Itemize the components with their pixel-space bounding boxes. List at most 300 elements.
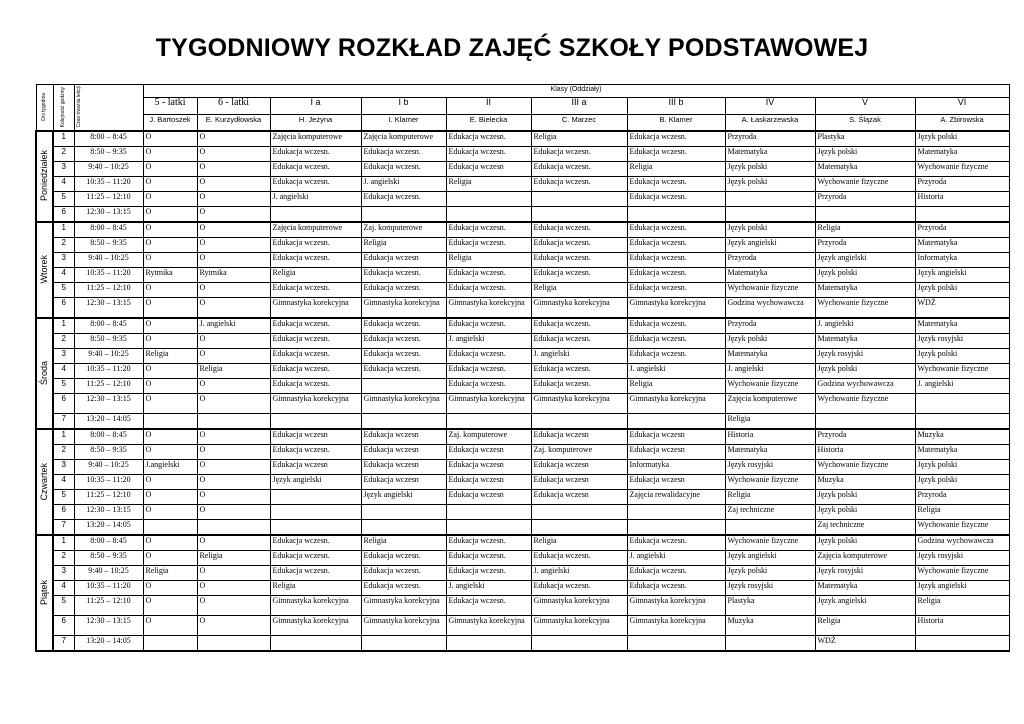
lesson-time: 10:35 – 11:20 [74,475,143,490]
lesson-cell: Gimnastyka korekcyjna [270,298,361,319]
lesson-cell [531,192,627,207]
lesson-cell: O [143,379,197,394]
lesson-cell [815,207,915,223]
lesson-cell: Edukacja wczesn. [446,551,531,566]
lesson-cell: Matematyka [815,162,915,177]
lesson-row [36,318,1009,334]
lesson-cell: Gimnastyka korekcyjna [270,616,361,636]
lesson-cell: Język polski [815,505,915,520]
lesson-cell: Edukacja wczesn. [270,566,361,581]
lesson-cell: Wychowanie fizyczne [915,162,1009,177]
lesson-cell [627,520,725,536]
lesson-row [36,334,1009,349]
lesson-number: 1 [53,429,74,445]
lesson-row [36,616,1009,636]
lesson-time: 8:50 – 9:35 [74,238,143,253]
lesson-cell: Gimnastyka korekcyjna [361,616,446,636]
lesson-cell: Edukacja wczesn. [270,535,361,551]
lesson-cell: Edukacja wczesn [361,429,446,445]
lesson-cell: Edukacja wczesn. [446,318,531,334]
lesson-cell: Edukacja wczesn. [627,192,725,207]
lesson-cell: Edukacja wczesn. [627,131,725,147]
lesson-cell [197,414,270,430]
lesson-cell: Religia [197,364,270,379]
day-name-cell [36,318,53,429]
lesson-cell: Religia [815,616,915,636]
lesson-cell: Język polski [915,349,1009,364]
lesson-cell: Edukacja wczesn. [531,318,627,334]
lesson-number: 6 [53,394,74,414]
lesson-time: 10:35 – 11:20 [74,177,143,192]
lesson-cell: Edukacja wczesn. [361,147,446,162]
lesson-cell: Informatyka [627,460,725,475]
lesson-cell: O [143,334,197,349]
lesson-cell: Edukacja wczesn. [627,334,725,349]
lesson-cell: Edukacja wczesn. [446,379,531,394]
lesson-cell: Gimnastyka korekcyjna [361,298,446,319]
lesson-cell: Język angielski [725,238,815,253]
lesson-cell [446,414,531,430]
lesson-cell: Edukacja wczesn. [627,349,725,364]
teacher-header: C. Marzec [531,114,627,131]
lesson-time: 9:40 – 10:25 [74,566,143,581]
lesson-cell: Religia [143,349,197,364]
lesson-number: 6 [53,207,74,223]
lesson-cell: Język polski [815,364,915,379]
lesson-cell [627,207,725,223]
lesson-cell: Język angielski [915,268,1009,283]
lesson-row [36,636,1009,652]
lesson-cell: J. angielski [725,364,815,379]
lesson-cell: O [143,162,197,177]
lesson-cell [361,414,446,430]
lesson-cell: Religia [270,268,361,283]
class-header: III b [627,98,725,115]
lesson-cell: O [197,535,270,551]
lesson-cell: Przyroda [725,318,815,334]
lesson-cell [725,192,815,207]
lesson-cell: O [143,475,197,490]
lesson-cell: Gimnastyka korekcyjna [627,298,725,319]
lesson-cell [531,636,627,652]
day-name: Środa [39,360,49,385]
lesson-cell: Przyroda [725,253,815,268]
lesson-cell: Religia [531,131,627,147]
lesson-row [36,283,1009,298]
lesson-cell: Edukacja wczesn [627,429,725,445]
lesson-cell: Zajęcia komputerowe [361,131,446,147]
lesson-cell: O [143,429,197,445]
lesson-cell: Religia [361,238,446,253]
lesson-cell [531,520,627,536]
lesson-cell: J. angielski [815,318,915,334]
lesson-cell: Wychowanie fizyczne [725,535,815,551]
lesson-cell: Edukacja wczesn [361,460,446,475]
lesson-cell: Edukacja wczesn. [361,349,446,364]
lesson-cell: Język polski [815,147,915,162]
lesson-cell: Matematyka [815,283,915,298]
lesson-cell: Religia [446,177,531,192]
lesson-cell: O [197,596,270,616]
lesson-cell: Edukacja wczesn. [627,318,725,334]
lesson-cell: Zaj. komputerowe [446,429,531,445]
day-name-cell [36,222,53,318]
lesson-cell: Edukacja wczesn. [361,551,446,566]
lesson-cell: WDŻ [815,636,915,652]
lesson-cell: Edukacja wczesn. [361,334,446,349]
lesson-time: 12:30 – 13:15 [74,298,143,319]
lesson-cell: Wychowanie fizyczne [915,520,1009,536]
lesson-cell: O [143,222,197,238]
lesson-cell: O [143,535,197,551]
lesson-cell: Język polski [725,334,815,349]
lesson-cell [270,414,361,430]
lesson-row [36,535,1009,551]
lesson-cell: Edukacja wczesn. [446,283,531,298]
lesson-cell: O [197,222,270,238]
lesson-cell: O [197,505,270,520]
lesson-time: 11:25 – 12:10 [74,490,143,505]
lesson-cell [446,192,531,207]
lesson-row [36,429,1009,445]
class-header: V [815,98,915,115]
lesson-cell: Edukacja wczesn. [446,222,531,238]
lesson-cell: Zaj. komputerowe [361,222,446,238]
lesson-cell: Plastyka [815,131,915,147]
time-column-header: Czas trwania lekcji [74,85,143,132]
lesson-cell: O [143,253,197,268]
lesson-cell: Edukacja wczesn. [531,581,627,596]
teacher-header: I. Klamer [361,114,446,131]
lesson-cell: Muzyka [915,429,1009,445]
lesson-number: 4 [53,364,74,379]
lesson-time: 8:50 – 9:35 [74,551,143,566]
lesson-row [36,162,1009,177]
lesson-cell: Godzina wychowawcza [915,535,1009,551]
lesson-cell: Edukacja wczesn. [531,334,627,349]
lesson-cell: Edukacja wczesn. [627,283,725,298]
lesson-row [36,490,1009,505]
lesson-cell: Edukacja wczesn. [446,566,531,581]
lesson-cell: Język polski [915,460,1009,475]
lesson-cell: O [197,581,270,596]
teacher-header: H. Jeżyna [270,114,361,131]
day-name-cell [36,131,53,222]
lesson-cell: Religia [143,566,197,581]
lesson-row [36,596,1009,616]
lesson-cell: O [143,364,197,379]
lesson-cell: Religia [270,581,361,596]
lesson-cell: Religia [531,283,627,298]
lesson-time: 12:30 – 13:15 [74,616,143,636]
lesson-cell: Edukacja wczesn. [361,581,446,596]
lesson-cell: O [197,460,270,475]
lesson-number: 1 [53,535,74,551]
timetable-header [36,85,1009,132]
lesson-cell: O [197,131,270,147]
lesson-cell: Gimnastyka korekcyjna [531,596,627,616]
lesson-cell: Język rosyjski [725,581,815,596]
lesson-cell: O [143,505,197,520]
lesson-cell: O [143,207,197,223]
lesson-cell: Edukacja wczesn. [446,131,531,147]
lesson-time: 11:25 – 12:10 [74,596,143,616]
lesson-cell [627,414,725,430]
lesson-cell: O [143,445,197,460]
lesson-cell: Edukacja wczesn. [627,253,725,268]
lesson-cell: Gimnastyka korekcyjna [270,394,361,414]
lesson-number: 3 [53,460,74,475]
lesson-number: 3 [53,349,74,364]
lesson-cell: O [143,192,197,207]
lesson-cell [361,636,446,652]
lesson-cell: Matematyka [815,581,915,596]
lesson-cell: O [143,298,197,319]
lesson-cell: Język polski [725,177,815,192]
lesson-time: 9:40 – 10:25 [74,349,143,364]
lesson-number: 3 [53,162,74,177]
lesson-cell: J. angielski [446,334,531,349]
lesson-cell: Przyroda [815,238,915,253]
lesson-cell: Gimnastyka korekcyjna [270,596,361,616]
lesson-cell: Język angielski [361,490,446,505]
lesson-cell: Wychowanie fizyczne [815,298,915,319]
lesson-cell: Edukacja wczesn [446,475,531,490]
lesson-cell [446,636,531,652]
teacher-header: A. Łaskarzewska [725,114,815,131]
lesson-cell: J.angielski [143,460,197,475]
day-name: Wtorek [39,255,49,284]
lesson-cell: J. angielski [627,364,725,379]
lesson-row [36,505,1009,520]
teacher-header: A. Zbirowska [915,114,1009,131]
lesson-cell: O [197,379,270,394]
lesson-time: 10:35 – 11:20 [74,268,143,283]
day-name-cell [36,535,53,651]
lesson-cell: Język polski [815,490,915,505]
lesson-cell [531,414,627,430]
lesson-cell: Edukacja wczesn. [446,364,531,379]
lesson-cell: Język polski [815,268,915,283]
lesson-time: 8:00 – 8:45 [74,429,143,445]
lesson-number: 3 [53,253,74,268]
lesson-cell [915,414,1009,430]
lesson-cell [627,505,725,520]
lesson-cell: O [197,616,270,636]
lesson-cell: Edukacja wczesn. [531,147,627,162]
lesson-cell: Matematyka [915,318,1009,334]
lesson-cell: O [197,162,270,177]
lesson-cell: O [143,147,197,162]
lesson-number: 6 [53,298,74,319]
lesson-cell: Religia [531,535,627,551]
lesson-cell: J. angielski [531,566,627,581]
lesson-cell: Wychowanie fizyczne [725,283,815,298]
lesson-number: 5 [53,490,74,505]
lesson-cell: Język angielski [915,581,1009,596]
lesson-cell: Edukacja wczesn. [361,268,446,283]
day-name: Czwartek [39,462,49,501]
lesson-number: 2 [53,334,74,349]
lesson-cell: Edukacja wczesn. [270,283,361,298]
lesson-cell [725,636,815,652]
lesson-cell: Edukacja wczesn [361,475,446,490]
lesson-cell: O [143,581,197,596]
lesson-cell [915,207,1009,223]
lesson-cell: O [143,394,197,414]
lesson-cell: Język polski [915,131,1009,147]
lesson-row [36,268,1009,283]
lesson-row [36,349,1009,364]
lesson-cell: Przyroda [915,222,1009,238]
lesson-cell: Edukacja wczesn [627,445,725,460]
lesson-cell: Język rosyjski [815,349,915,364]
lesson-cell [531,505,627,520]
lesson-cell: Edukacja wczesn. [531,268,627,283]
lesson-cell: J. angielski [197,318,270,334]
lesson-number: 7 [53,636,74,652]
lesson-number: 4 [53,475,74,490]
lesson-cell: Język polski [815,535,915,551]
lesson-cell: Religia [725,414,815,430]
lesson-cell: Godzina wychowawcza [815,379,915,394]
lesson-cell: Język angielski [815,253,915,268]
lesson-cell: Edukacja wczesn. [270,253,361,268]
lesson-time: 8:00 – 8:45 [74,535,143,551]
lesson-cell: O [197,429,270,445]
lesson-cell: Edukacja wczesn [270,429,361,445]
lesson-number: 2 [53,445,74,460]
lesson-number: 5 [53,192,74,207]
lesson-cell: Język angielski [725,551,815,566]
lesson-number: 2 [53,551,74,566]
classes-header: Klasy (Oddziały) [143,85,1009,98]
lesson-time: 11:25 – 12:10 [74,192,143,207]
lesson-cell: Wychowanie fizyczne [815,394,915,414]
class-header: 6 - latki [197,98,270,115]
lesson-time: 8:00 – 8:45 [74,131,143,147]
lesson-cell: Gimnastyka korekcyjna [446,298,531,319]
lesson-cell: Matematyka [915,238,1009,253]
lesson-cell: Edukacja wczesn. [361,566,446,581]
lesson-cell [725,520,815,536]
lesson-cell: Wychowanie fizyczne [915,566,1009,581]
lesson-row [36,414,1009,430]
class-header: II [446,98,531,115]
lesson-cell: Język rosyjski [815,566,915,581]
lesson-cell: Edukacja wczesn [446,490,531,505]
lesson-cell: Edukacja wczesn. [270,147,361,162]
lesson-cell [197,520,270,536]
lesson-cell: Edukacja wczesn [531,490,627,505]
lesson-cell: O [197,394,270,414]
lesson-cell: J. angielski [627,551,725,566]
lesson-cell: Religia [815,222,915,238]
lesson-cell: J. angielski [270,192,361,207]
lesson-cell: Wychowanie fizyczne [725,379,815,394]
lesson-cell: Matematyka [915,147,1009,162]
lesson-row [36,520,1009,536]
lesson-cell: Edukacja wczesn [361,445,446,460]
day-name: Piątek [39,579,49,605]
lesson-row [36,298,1009,319]
lesson-cell: Edukacja wczesn [531,460,627,475]
lesson-cell: O [197,177,270,192]
lesson-cell: Matematyka [725,445,815,460]
lesson-cell: Religia [627,162,725,177]
lesson-cell: Edukacja wczesn [270,460,361,475]
lesson-cell: Matematyka [815,334,915,349]
lesson-cell [361,207,446,223]
lesson-cell: Przyroda [915,490,1009,505]
lesson-cell: Edukacja wczesn [446,162,531,177]
lesson-cell: Edukacja wczesn [531,429,627,445]
lesson-cell: Gimnastyka korekcyjna [446,394,531,414]
lesson-cell: Edukacja wczesn. [270,238,361,253]
lesson-cell: Edukacja wczesn. [531,162,627,177]
lesson-cell: Historia [815,445,915,460]
lesson-row [36,566,1009,581]
lesson-cell [270,636,361,652]
class-header: IV [725,98,815,115]
lesson-cell: Religia [361,535,446,551]
lesson-cell: Plastyka [725,596,815,616]
lesson-cell: Edukacja wczesn. [627,238,725,253]
lesson-time: 13:20 – 14:05 [74,636,143,652]
lesson-cell [361,379,446,394]
lesson-cell: O [143,238,197,253]
lesson-cell: Zaj techniczne [725,505,815,520]
lesson-cell [270,520,361,536]
lesson-time: 8:00 – 8:45 [74,318,143,334]
lesson-cell: Religia [915,596,1009,616]
lesson-cell: Religia [446,253,531,268]
lesson-row [36,131,1009,147]
lesson-number: 7 [53,520,74,536]
lesson-cell: Edukacja wczesn. [446,268,531,283]
lesson-cell: O [197,207,270,223]
lesson-cell: Edukacja wczesn. [270,177,361,192]
lesson-cell [197,636,270,652]
lesson-cell: Zajęcia komputerowe [270,222,361,238]
lesson-cell: O [143,283,197,298]
page-title: TYGODNIOWY ROZKŁAD ZAJĘĆ SZKOŁY PODSTAWOWEJ [155,34,869,62]
lesson-cell: Edukacja wczesn. [531,551,627,566]
timetable [35,84,1010,652]
lesson-number: 1 [53,222,74,238]
day-name-cell [36,429,53,535]
lesson-cell: Gimnastyka korekcyjna [361,394,446,414]
lesson-cell: O [197,349,270,364]
lesson-cell: Zaj. komputerowe [531,445,627,460]
teacher-header: E. Bielecka [446,114,531,131]
lesson-cell: Edukacja wczesn. [627,147,725,162]
lesson-cell: Edukacja wczesn. [270,379,361,394]
lesson-cell: J. angielski [361,177,446,192]
order-column-header: Kolejność godziny [53,85,74,132]
lesson-row [36,379,1009,394]
class-header: I a [270,98,361,115]
lesson-row [36,460,1009,475]
lesson-cell: Edukacja wczesn. [446,349,531,364]
lesson-row [36,253,1009,268]
lesson-cell: Gimnastyka korekcyjna [531,616,627,636]
lesson-cell: O [197,566,270,581]
lesson-cell [361,505,446,520]
lesson-cell [531,207,627,223]
lesson-cell: O [197,283,270,298]
lesson-cell: Matematyka [725,147,815,162]
